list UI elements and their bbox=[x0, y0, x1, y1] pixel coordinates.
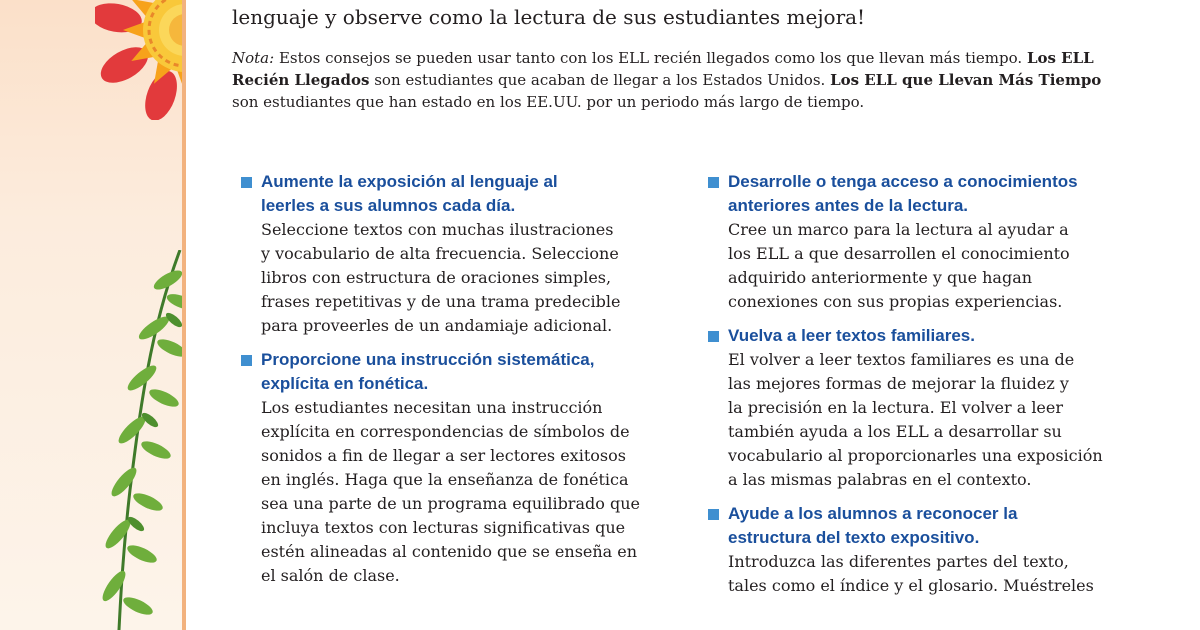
note-paragraph bbox=[232, 47, 1132, 113]
heading-line: estructura del texto expositivo. bbox=[728, 528, 980, 547]
body-line: la precisión en la lectura. El volver a leer bbox=[728, 398, 1064, 417]
note-text-3: son estudiantes que han estado en los EE.UU. por un periodo más largo de tiempo. bbox=[232, 93, 865, 111]
body-line: Cree un marco para la lectura al ayudar a bbox=[728, 220, 1069, 239]
body-line: incluya textos con lecturas significativas que bbox=[261, 518, 626, 537]
body-line: el salón de clase. bbox=[261, 566, 400, 585]
tips-left-column bbox=[240, 170, 680, 598]
body-line: estén alineadas al contenido que se enseña en bbox=[261, 542, 638, 561]
sun-flower-icon bbox=[95, 0, 185, 120]
tip-item bbox=[707, 324, 1147, 492]
square-bullet-icon bbox=[708, 177, 719, 188]
heading-line: explícita en fonética. bbox=[261, 374, 429, 393]
body-line: a las mismas palabras en el contexto. bbox=[728, 470, 1032, 489]
body-line: en inglés. Haga que la enseñanza de fonética bbox=[261, 470, 629, 489]
body-line: sonidos a fin de llegar a ser lectores exitosos bbox=[261, 446, 626, 465]
tip-heading bbox=[240, 170, 680, 218]
tip-body bbox=[240, 218, 680, 338]
body-line: libros con estructura de oraciones simples, bbox=[261, 268, 612, 287]
tip-item bbox=[707, 502, 1147, 598]
heading-line: Ayude a los alumnos a reconocer la bbox=[728, 504, 1018, 523]
sidebar-border bbox=[182, 0, 186, 630]
body-line: Introduzca las diferentes partes del texto, bbox=[728, 552, 1069, 571]
tip-body bbox=[240, 396, 680, 588]
tip-item bbox=[707, 170, 1147, 314]
heading-line: Proporcione una instrucción sistemática, bbox=[261, 350, 595, 369]
body-line: Seleccione textos con muchas ilustraciones bbox=[261, 220, 614, 239]
body-line: conexiones con sus propias experiencias. bbox=[728, 292, 1063, 311]
note-bold-2: Los ELL que Llevan Más Tiempo bbox=[830, 71, 1102, 89]
tip-heading bbox=[707, 324, 1147, 348]
square-bullet-icon bbox=[241, 355, 252, 366]
body-line: también ayuda a los ELL a desarrollar su bbox=[728, 422, 1062, 441]
square-bullet-icon bbox=[708, 509, 719, 520]
heading-line: Vuelva a leer textos familiares. bbox=[728, 326, 975, 345]
note-text-1: Estos consejos se pueden usar tanto con los ELL recién llegados como los que llevan más tiempo. bbox=[274, 49, 1027, 67]
heading-line: anteriores antes de la lectura. bbox=[728, 196, 968, 215]
tip-body bbox=[707, 218, 1147, 314]
body-line: para proveerles de un andamiaje adicional. bbox=[261, 316, 613, 335]
tip-item bbox=[240, 348, 680, 588]
note-bold-1: Los ELL Recién Llegados bbox=[232, 49, 1094, 89]
decorative-sidebar bbox=[0, 0, 185, 630]
body-line: vocabulario al proporcionarles una exposición bbox=[728, 446, 1103, 465]
body-line: los ELL a que desarrollen el conocimiento bbox=[728, 244, 1070, 263]
body-line: las mejores formas de mejorar la fluidez y bbox=[728, 374, 1069, 393]
square-bullet-icon bbox=[708, 331, 719, 342]
note-text-2: son estudiantes que acaban de llegar a los Estados Unidos. bbox=[369, 71, 831, 89]
tip-item bbox=[240, 170, 680, 338]
tip-heading bbox=[707, 170, 1147, 218]
heading-line: Desarrolle o tenga acceso a conocimientos bbox=[728, 172, 1078, 191]
body-line: explícita en correspondencias de símbolos de bbox=[261, 422, 630, 441]
tip-heading bbox=[707, 502, 1147, 550]
square-bullet-icon bbox=[241, 177, 252, 188]
body-line: sea una parte de un programa equilibrado que bbox=[261, 494, 640, 513]
body-line: El volver a leer textos familiares es una de bbox=[728, 350, 1075, 369]
body-line: tales como el índice y el glosario. Muéstreles bbox=[728, 576, 1094, 595]
body-line: frases repetitivas y de una trama predecible bbox=[261, 292, 621, 311]
leafy-vine-icon bbox=[90, 250, 185, 630]
intro-text: lenguaje y observe como la lectura de sus estudiantes mejora! bbox=[232, 5, 866, 29]
body-line: Los estudiantes necesitan una instrucción bbox=[261, 398, 603, 417]
note-label: Nota: bbox=[232, 49, 275, 67]
tip-body bbox=[707, 550, 1147, 598]
tip-heading bbox=[240, 348, 680, 396]
tips-right-column bbox=[707, 170, 1147, 608]
heading-line: Aumente la exposición al lenguaje al bbox=[261, 172, 558, 191]
tip-body bbox=[707, 348, 1147, 492]
body-line: y vocabulario de alta frecuencia. Seleccione bbox=[261, 244, 619, 263]
heading-line: leerles a sus alumnos cada día. bbox=[261, 196, 516, 215]
body-line: adquirido anteriormente y que hagan bbox=[728, 268, 1033, 287]
